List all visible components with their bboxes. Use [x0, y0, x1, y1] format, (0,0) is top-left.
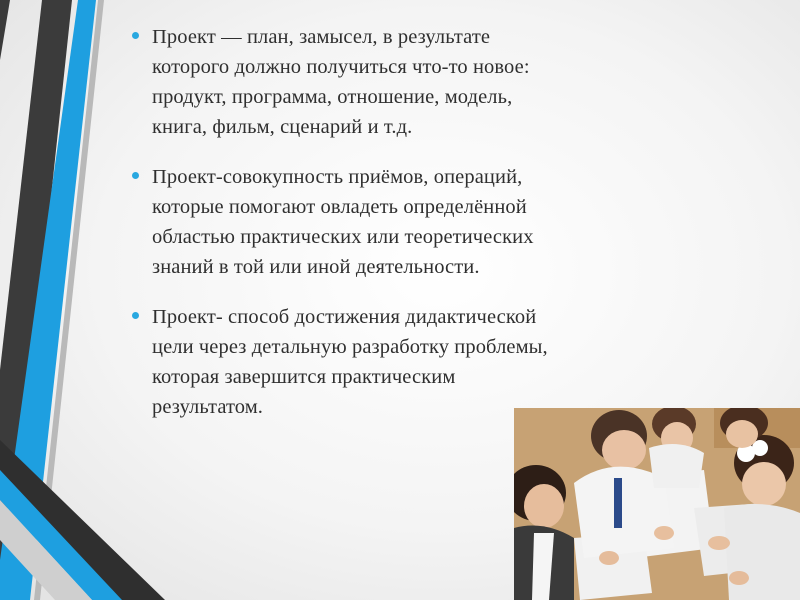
bullet-line: которые помогают овладеть определённой: [152, 196, 527, 218]
bullet-text-3: [152, 302, 690, 422]
bullet-list: [130, 22, 690, 442]
bullet-line: знаний в той или иной деятельности.: [152, 256, 480, 278]
stripe-light-bottom: [0, 500, 92, 600]
stripe-blue-main: [0, 0, 96, 600]
bullet-line: продукт, программа, отношение, модель,: [152, 86, 513, 108]
bullet-line: цели через детальную разработку проблемы,: [152, 336, 548, 358]
stripe-grey-thin: [34, 0, 104, 600]
bullet-line: книга, фильм, сценарий и т.д.: [152, 116, 413, 138]
bullet-line: Проект-совокупность приёмов, операций,: [152, 166, 523, 188]
stripe-thin-dark: [0, 0, 10, 60]
bullet-dot-icon: [132, 312, 139, 319]
bullet-dot-icon: [132, 172, 139, 179]
bullet-line: Проект — план, замысел, в результате: [152, 26, 491, 48]
bullet-line: результатом.: [152, 396, 264, 418]
stripe-dark-main: [0, 0, 72, 600]
bullet-line: Проект- способ достижения дидактической: [152, 306, 537, 328]
bullet-text-1: [152, 22, 690, 142]
stripe-blue-bottom: [0, 470, 122, 600]
bullet-line: которая завершится практическим: [152, 366, 456, 388]
bullet-item-3: [130, 302, 690, 422]
photo-children-working-on-project: [514, 408, 800, 600]
photo-illustration: [514, 408, 800, 600]
bullet-item-2: [130, 162, 690, 282]
stripe-dark-bottom: [0, 440, 165, 600]
bullet-line: которого должно получиться что-то новое:: [152, 56, 530, 78]
bullet-text-2: [152, 162, 690, 282]
bullet-item-1: [130, 22, 690, 142]
bullet-dot-icon: [132, 32, 139, 39]
bullet-line: областью практических или теоретических: [152, 226, 534, 248]
